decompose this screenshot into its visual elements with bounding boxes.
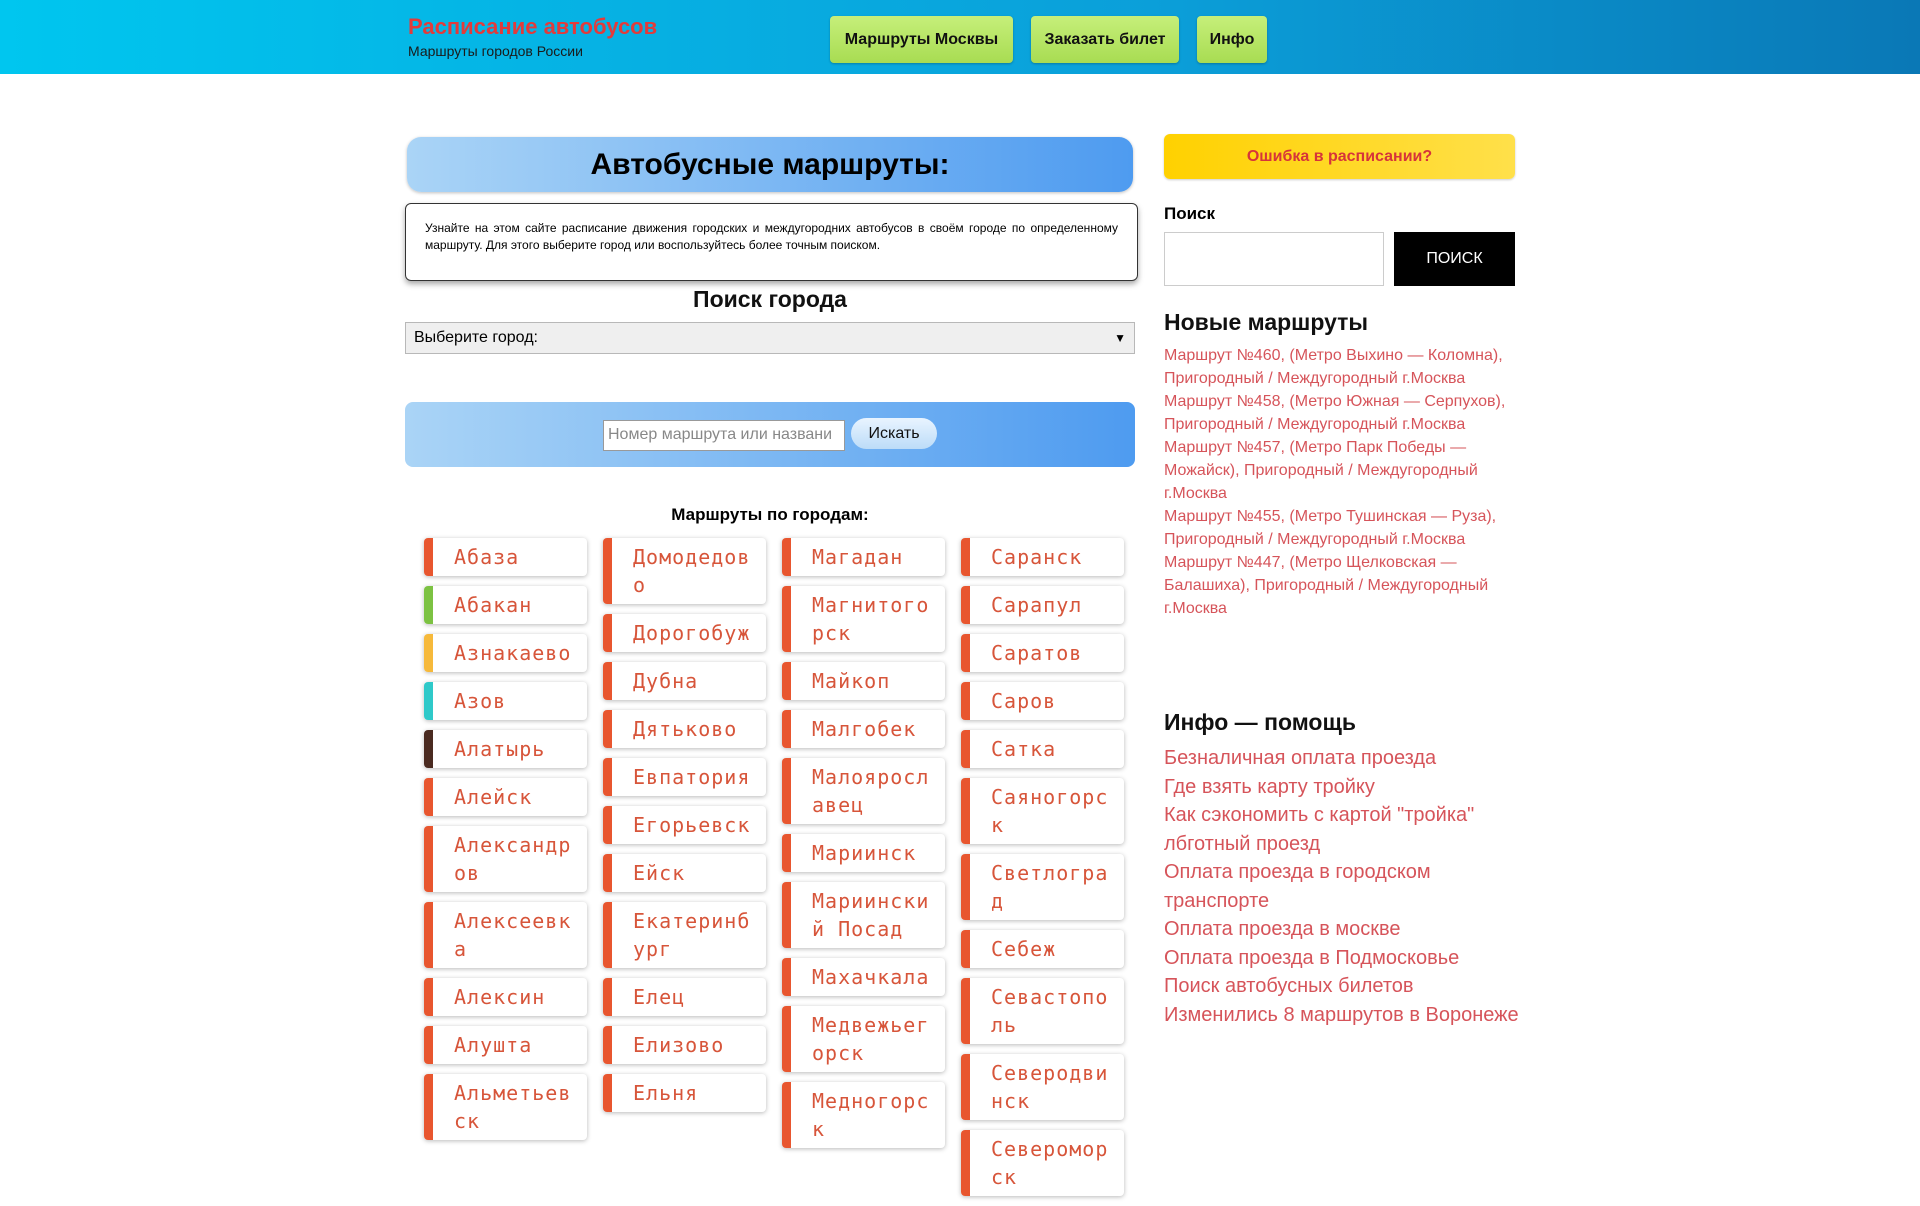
city-link[interactable] bbox=[782, 538, 945, 576]
city-link[interactable] bbox=[603, 902, 766, 968]
chevron-down-icon: ▼ bbox=[1114, 331, 1126, 345]
city-link-label: Александров bbox=[454, 833, 572, 885]
city-accent-bar bbox=[782, 662, 791, 700]
city-accent-bar bbox=[961, 778, 970, 844]
city-link[interactable] bbox=[603, 758, 766, 796]
city-link[interactable] bbox=[782, 882, 945, 948]
city-accent-bar bbox=[603, 614, 612, 652]
help-link[interactable]: Где взять карту тройку bbox=[1164, 775, 1375, 798]
city-link-label: Алейск bbox=[454, 785, 533, 809]
city-link[interactable] bbox=[424, 778, 587, 816]
city-link-label: Медвежьегорск bbox=[812, 1013, 930, 1065]
site-subtitle: Маршруты городов России bbox=[408, 43, 583, 59]
city-accent-bar bbox=[603, 538, 612, 604]
city-accent-bar bbox=[961, 1054, 970, 1120]
help-link[interactable]: Оплата проезда в москве bbox=[1164, 918, 1401, 940]
city-column-3 bbox=[782, 538, 945, 1158]
city-accent-bar bbox=[603, 758, 612, 796]
city-link[interactable] bbox=[961, 1054, 1124, 1120]
help-link[interactable]: Поиск автобусных билетов bbox=[1164, 975, 1414, 997]
city-accent-bar bbox=[782, 538, 791, 576]
city-link-label: Малоярославец bbox=[812, 765, 930, 817]
help-title: Инфо — помощь bbox=[1164, 709, 1357, 735]
city-link-label: Дятьково bbox=[633, 717, 738, 741]
city-link-label: Сарапул bbox=[991, 593, 1083, 617]
new-route-link[interactable]: Маршрут №458, (Метро Южная — Серпухов), Пригородный / Междугородный г.Москва bbox=[1164, 393, 1506, 433]
city-link-label: Абакан bbox=[454, 593, 533, 617]
city-accent-bar bbox=[961, 538, 970, 576]
search-button[interactable]: ПОИСК bbox=[1394, 232, 1515, 286]
city-accent-bar bbox=[961, 586, 970, 624]
report-error-button[interactable]: Ошибка в расписании? bbox=[1164, 134, 1515, 179]
city-link[interactable] bbox=[961, 978, 1124, 1044]
site-title[interactable]: Расписание автобусов bbox=[408, 14, 658, 39]
city-column-4 bbox=[961, 538, 1124, 1206]
city-link-label: Домодедово bbox=[633, 545, 751, 597]
city-accent-bar bbox=[603, 662, 612, 700]
city-link[interactable] bbox=[961, 586, 1124, 624]
routes-title: Автобусные маршруты: bbox=[407, 137, 1133, 192]
new-route-link[interactable]: Маршрут №457, (Метро Парк Победы — Можайск), Пригородный / Междугородный г.Москва bbox=[1164, 439, 1478, 502]
city-link[interactable] bbox=[782, 1006, 945, 1072]
city-link-label: Егорьевск bbox=[633, 813, 751, 837]
city-accent-bar bbox=[424, 978, 433, 1016]
city-accent-bar bbox=[961, 682, 970, 720]
city-accent-bar bbox=[603, 710, 612, 748]
city-accent-bar bbox=[603, 854, 612, 892]
city-link[interactable] bbox=[782, 1082, 945, 1148]
city-accent-bar bbox=[961, 854, 970, 920]
site-header bbox=[0, 0, 1920, 74]
new-routes-list bbox=[1164, 344, 1524, 620]
city-link-label: Евпатория bbox=[633, 765, 751, 789]
city-accent-bar bbox=[424, 634, 433, 672]
new-routes-title: Новые маршруты bbox=[1164, 309, 1369, 335]
intro-text: Узнайте на этом сайте расписание движения городских и междугородних автобусов в своём городе по определенному маршруту. Для этого выберите город или воспользуйтесь более точным поиском. bbox=[405, 203, 1138, 281]
city-link[interactable] bbox=[603, 662, 766, 700]
city-link-label: Светлоград bbox=[991, 861, 1109, 913]
city-accent-bar bbox=[782, 758, 791, 824]
cities-title: Маршруты по городам: bbox=[671, 505, 869, 524]
city-accent-bar bbox=[782, 1006, 791, 1072]
city-accent-bar bbox=[782, 1082, 791, 1148]
city-link[interactable] bbox=[424, 682, 587, 720]
city-link-label: Саров bbox=[991, 689, 1057, 713]
help-links-list bbox=[1164, 744, 1524, 1029]
city-link[interactable] bbox=[782, 834, 945, 872]
city-link-label: Магнитогорск bbox=[812, 593, 930, 645]
city-link-label: Сатка bbox=[991, 737, 1057, 761]
city-link[interactable] bbox=[603, 614, 766, 652]
city-link[interactable] bbox=[603, 1074, 766, 1112]
new-route-link[interactable]: Маршрут №455, (Метро Тушинская — Руза), Пригородный / Междугородный г.Москва bbox=[1164, 508, 1497, 548]
city-accent-bar bbox=[961, 1130, 970, 1196]
city-link[interactable] bbox=[424, 902, 587, 968]
city-link-label: Севастополь bbox=[991, 985, 1109, 1037]
city-link-label: Елец bbox=[633, 985, 686, 1009]
city-link-label: Майкоп bbox=[812, 669, 891, 693]
city-accent-bar bbox=[603, 806, 612, 844]
city-accent-bar bbox=[603, 1074, 612, 1112]
city-accent-bar bbox=[961, 730, 970, 768]
city-select[interactable] bbox=[405, 322, 1135, 354]
city-link[interactable] bbox=[961, 1130, 1124, 1196]
city-accent-bar bbox=[424, 682, 433, 720]
city-search-title: Поиск города bbox=[693, 286, 847, 312]
city-link-label: Ейск bbox=[633, 861, 686, 885]
city-accent-bar bbox=[424, 778, 433, 816]
city-link-label: Махачкала bbox=[812, 965, 930, 989]
city-link[interactable] bbox=[424, 1074, 587, 1140]
route-search-button[interactable]: Искать bbox=[851, 418, 937, 449]
help-link[interactable]: Изменились 8 маршрутов в Воронеже bbox=[1164, 1003, 1519, 1026]
city-accent-bar bbox=[424, 1026, 433, 1064]
new-route-link[interactable]: Маршрут №460, (Метро Выхино — Коломна), Пригородный / Междугородный г.Москва bbox=[1164, 347, 1503, 387]
city-link-label: Медногорск bbox=[812, 1089, 930, 1141]
city-link[interactable] bbox=[603, 978, 766, 1016]
city-accent-bar bbox=[603, 978, 612, 1016]
city-link[interactable] bbox=[603, 806, 766, 844]
city-link[interactable] bbox=[782, 958, 945, 996]
city-link[interactable] bbox=[424, 978, 587, 1016]
city-link[interactable] bbox=[961, 730, 1124, 768]
help-link[interactable]: Оплата проезда в городском транспорте bbox=[1164, 861, 1431, 912]
city-link[interactable] bbox=[961, 854, 1124, 920]
city-link-label: Алексин bbox=[454, 985, 546, 1009]
nav-moscow-routes-button[interactable]: Маршруты Москвы bbox=[830, 16, 1013, 63]
city-link-label: Абаза bbox=[454, 545, 520, 569]
city-accent-bar bbox=[424, 826, 433, 892]
city-link-label: Алушта bbox=[454, 1033, 533, 1057]
city-link[interactable] bbox=[603, 710, 766, 748]
city-link-label: Саратов bbox=[991, 641, 1083, 665]
city-link[interactable] bbox=[424, 538, 587, 576]
city-link[interactable] bbox=[603, 854, 766, 892]
city-column-1 bbox=[424, 538, 587, 1150]
help-link[interactable]: Оплата проезда в Подмосковье bbox=[1164, 946, 1460, 969]
city-accent-bar bbox=[782, 834, 791, 872]
route-search-input[interactable]: Номер маршрута или названи bbox=[603, 420, 845, 451]
city-link[interactable] bbox=[603, 1026, 766, 1064]
city-link[interactable] bbox=[424, 826, 587, 892]
nav-order-ticket-button[interactable]: Заказать билет bbox=[1031, 16, 1179, 63]
city-accent-bar bbox=[782, 882, 791, 948]
city-link-label: Малгобек bbox=[812, 717, 917, 741]
city-accent-bar bbox=[603, 902, 612, 968]
city-link-label: Североморск bbox=[991, 1137, 1109, 1189]
city-link[interactable] bbox=[603, 538, 766, 604]
city-link-label: Саранск bbox=[991, 545, 1083, 569]
nav-info-button[interactable]: Инфо bbox=[1197, 16, 1267, 63]
city-accent-bar bbox=[782, 958, 791, 996]
city-accent-bar bbox=[424, 902, 433, 968]
city-accent-bar bbox=[961, 930, 970, 968]
city-link[interactable] bbox=[782, 710, 945, 748]
city-link[interactable] bbox=[961, 634, 1124, 672]
city-link-label: Северодвинск bbox=[991, 1061, 1109, 1113]
search-label: Поиск bbox=[1164, 204, 1216, 223]
city-accent-bar bbox=[603, 1026, 612, 1064]
city-accent-bar bbox=[782, 586, 791, 652]
city-link[interactable] bbox=[424, 634, 587, 672]
city-link[interactable] bbox=[961, 778, 1124, 844]
search-input[interactable] bbox=[1164, 232, 1384, 286]
city-link-label: Мариинский Посад bbox=[812, 889, 930, 941]
help-link[interactable]: Безналичная оплата проезда bbox=[1164, 747, 1437, 769]
city-select-value: Выберите город: bbox=[414, 329, 538, 346]
new-route-link[interactable]: Маршрут №447, (Метро Щелковская — Балашиха), Пригородный / Междугородный г.Москва bbox=[1164, 554, 1489, 617]
city-accent-bar bbox=[782, 710, 791, 748]
city-link[interactable] bbox=[424, 730, 587, 768]
city-link-label: Елизово bbox=[633, 1033, 725, 1057]
city-link-label: Алексеевка bbox=[454, 909, 572, 961]
city-accent-bar bbox=[961, 978, 970, 1044]
city-link[interactable] bbox=[782, 586, 945, 652]
city-accent-bar bbox=[424, 730, 433, 768]
city-link[interactable] bbox=[424, 586, 587, 624]
city-accent-bar bbox=[424, 538, 433, 576]
city-link-label: Азов bbox=[454, 689, 507, 713]
city-link[interactable] bbox=[961, 930, 1124, 968]
city-link-label: Алатырь bbox=[454, 737, 546, 761]
city-column-2 bbox=[603, 538, 766, 1122]
help-link[interactable]: Как сэкономить с картой "тройка" лбготный проезд bbox=[1164, 804, 1475, 855]
city-link-label: Мариинск bbox=[812, 841, 917, 865]
city-link-label: Себеж bbox=[991, 937, 1057, 961]
city-link-label: Азнакаево bbox=[454, 641, 572, 665]
city-link-label: Ельня bbox=[633, 1081, 699, 1105]
city-link-label: Екатеринбург bbox=[633, 909, 751, 961]
city-link-label: Альметьевск bbox=[454, 1081, 572, 1133]
city-link[interactable] bbox=[961, 538, 1124, 576]
city-accent-bar bbox=[424, 586, 433, 624]
city-link-label: Дорогобуж bbox=[633, 621, 751, 645]
city-link-label: Дубна bbox=[633, 669, 699, 693]
city-link-label: Магадан bbox=[812, 545, 904, 569]
city-link[interactable] bbox=[961, 682, 1124, 720]
city-link[interactable] bbox=[782, 662, 945, 700]
city-link[interactable] bbox=[782, 758, 945, 824]
city-link-label: Саяногорск bbox=[991, 785, 1109, 837]
city-link[interactable] bbox=[424, 1026, 587, 1064]
city-accent-bar bbox=[424, 1074, 433, 1140]
city-accent-bar bbox=[961, 634, 970, 672]
